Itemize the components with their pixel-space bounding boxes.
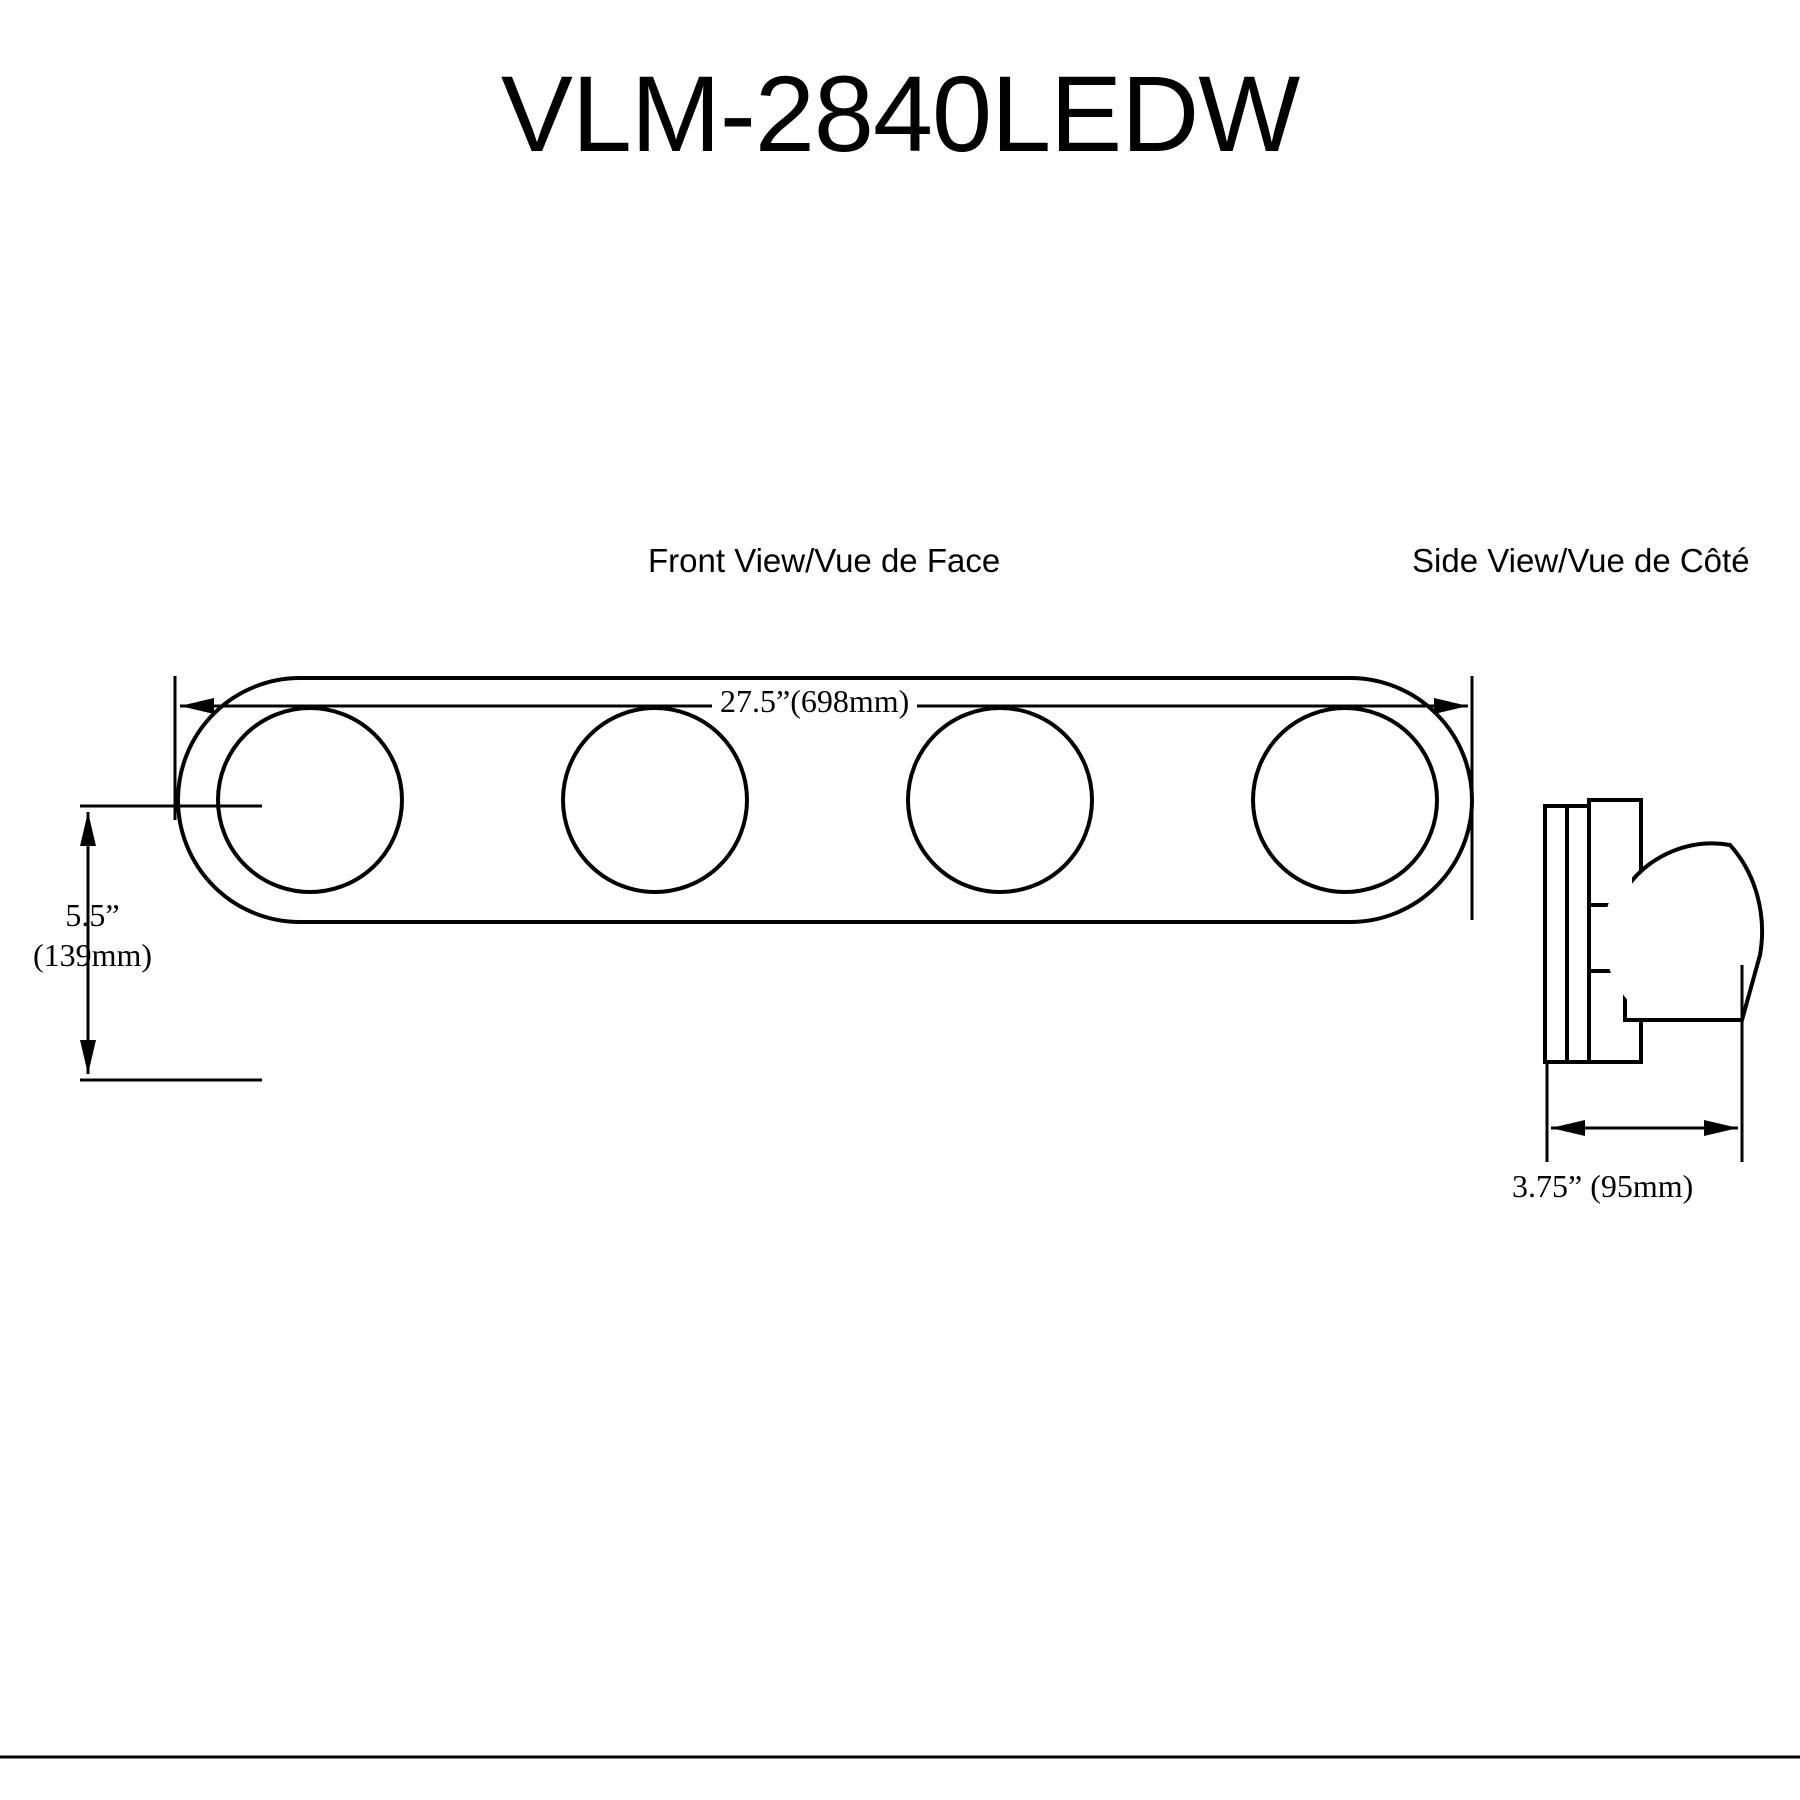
front-view-label: Front View/Vue de Face (648, 542, 1001, 579)
side-view-label: Side View/Vue de Côté (1412, 542, 1750, 579)
depth-dimension-label: 3.75” (95mm) (1512, 1168, 1694, 1204)
height-dimension-label-mm: (139mm) (32, 937, 153, 973)
width-dimension-label: 27.5”(698mm) (712, 683, 917, 720)
shade-circle (218, 708, 402, 892)
side-backplate (1567, 806, 1589, 1062)
height-dimension-label-inches: 5.5” (65, 897, 120, 933)
shade-circle (563, 708, 747, 892)
shade-circle (908, 708, 1092, 892)
page-title: VLM-2840LEDW (500, 53, 1300, 174)
side-view-fixture (1545, 800, 1762, 1062)
shade-circle (1253, 708, 1437, 892)
side-wall-plate (1545, 806, 1567, 1062)
height-dimension-label (10, 895, 175, 975)
